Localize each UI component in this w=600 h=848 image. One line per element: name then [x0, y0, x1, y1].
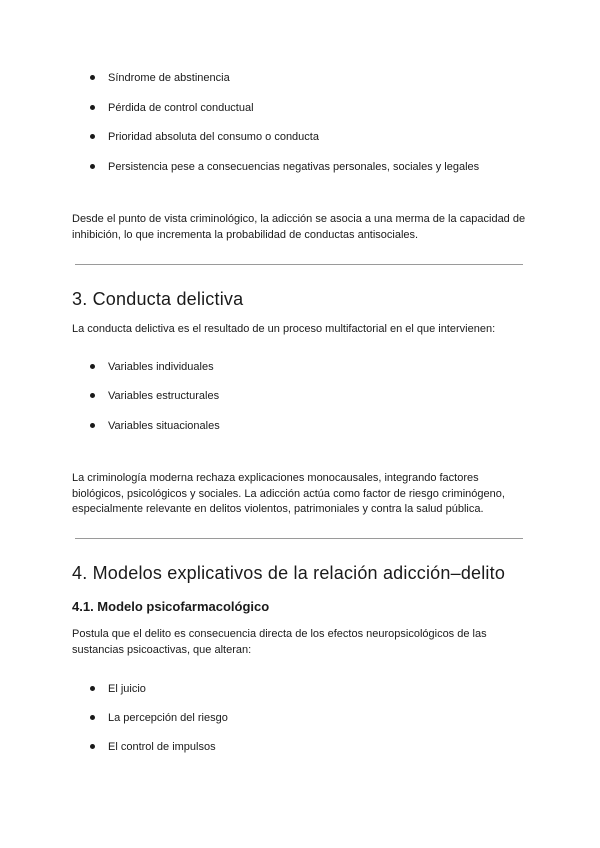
list-item-text: Persistencia pese a consecuencias negativas personales, sociales y legales — [108, 161, 480, 173]
list-item-text: Variables estructurales — [108, 390, 220, 402]
list-item-text: Síndrome de abstinencia — [108, 72, 230, 84]
list-item-text: Variables individuales — [108, 361, 214, 373]
section3-intro: La conducta delictiva es el resultado de un proceso multifactorial en el que intervienen: — [72, 323, 496, 335]
section3-closing: La criminología moderna rechaza explicaciones monocausales, integrando factores biológicos, psicológicos y sociales. La adicción actúa como factor de riesgo criminógeno, especialmente relevante en delitos violentos, patrimoniales y contra la salud pública. — [72, 472, 505, 515]
bullet-icon — [90, 744, 95, 749]
divider — [75, 538, 523, 539]
list-item-text: El juicio — [108, 683, 146, 695]
bullet-icon — [90, 423, 95, 428]
list-item-text: El control de impulsos — [108, 741, 216, 753]
paragraph-criminological: Desde el punto de vista criminológico, la adicción se asocia a una merma de la capacidad de inhibición, lo que incrementa la probabilidad de conductas antisociales. — [72, 213, 526, 241]
subsection-intro: Postula que el delito es consecuencia directa de los efectos neuropsicológicos de las sustancias psicoactivas, que alteran: — [72, 628, 487, 656]
bullet-icon — [90, 393, 95, 398]
bullet-icon — [90, 75, 95, 80]
subsection-heading-4-1: 4.1. Modelo psicofarmacológico — [72, 599, 270, 614]
bullet-icon — [90, 105, 95, 110]
list-item-text: Variables situacionales — [108, 420, 220, 432]
bullet-icon — [90, 364, 95, 369]
list-item-text: La percepción del riesgo — [108, 712, 228, 724]
bullet-icon — [90, 686, 95, 691]
list-item-text: Pérdida de control conductual — [108, 102, 254, 114]
section-heading-4: 4. Modelos explicativos de la relación adicción–delito — [72, 563, 506, 583]
bullet-icon — [90, 715, 95, 720]
section-heading-3: 3. Conducta delictiva — [72, 289, 244, 309]
bullet-icon — [90, 134, 95, 139]
divider — [75, 264, 523, 265]
list-item-text: Prioridad absoluta del consumo o conducta — [108, 131, 319, 143]
bullet-icon — [90, 164, 95, 169]
